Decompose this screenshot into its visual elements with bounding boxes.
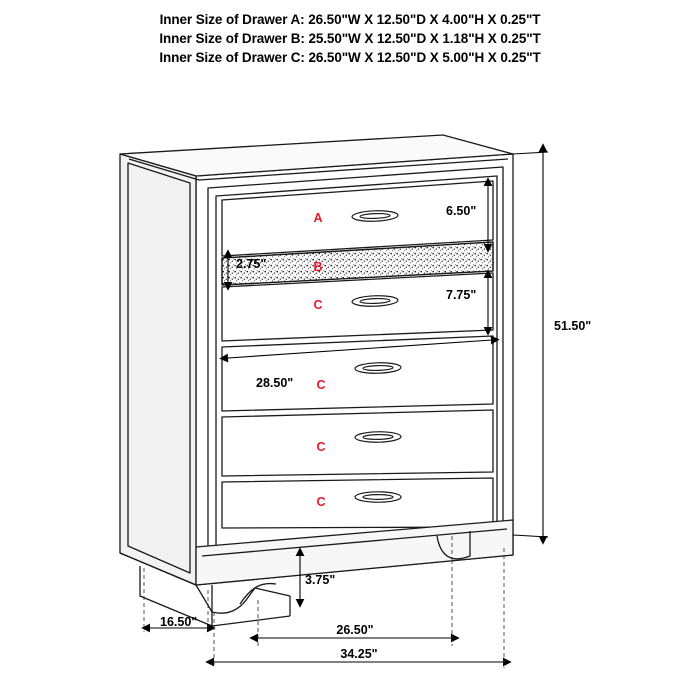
dim-total-height: 51.50" (554, 319, 592, 333)
spec-line-drawer-c: Inner Size of Drawer C: 26.50"W X 12.50"D X 5.00"H X 0.25"T (159, 50, 541, 65)
spec-line-drawer-a: Inner Size of Drawer A: 26.50"W X 12.50"D X 4.00"H X 0.25"T (159, 12, 541, 27)
dim-total-width: 34.25" (340, 647, 378, 661)
drawer-label-a: A (313, 211, 323, 225)
drawer-label-c4: C (316, 495, 326, 509)
drawer-label-c1: C (313, 298, 323, 312)
spec-line-drawer-b: Inner Size of Drawer B: 25.50"W X 12.50"D X 1.18"H X 0.25"T (159, 31, 541, 46)
drawer-label-c2: C (316, 378, 326, 392)
dim-drawer-a-height: 6.50" (446, 204, 477, 218)
dim-drawer-c-height: 7.75" (446, 288, 477, 302)
dim-drawer-b-height: 2.75" (236, 257, 267, 271)
drawer-label-c3: C (316, 440, 326, 454)
dim-inner-width: 26.50" (336, 623, 374, 637)
drawer-label-b: B (313, 260, 323, 274)
dim-leg-height: 3.75" (305, 573, 336, 587)
dim-drawer-width: 28.50" (256, 376, 294, 390)
dim-depth: 16.50" (160, 615, 198, 629)
